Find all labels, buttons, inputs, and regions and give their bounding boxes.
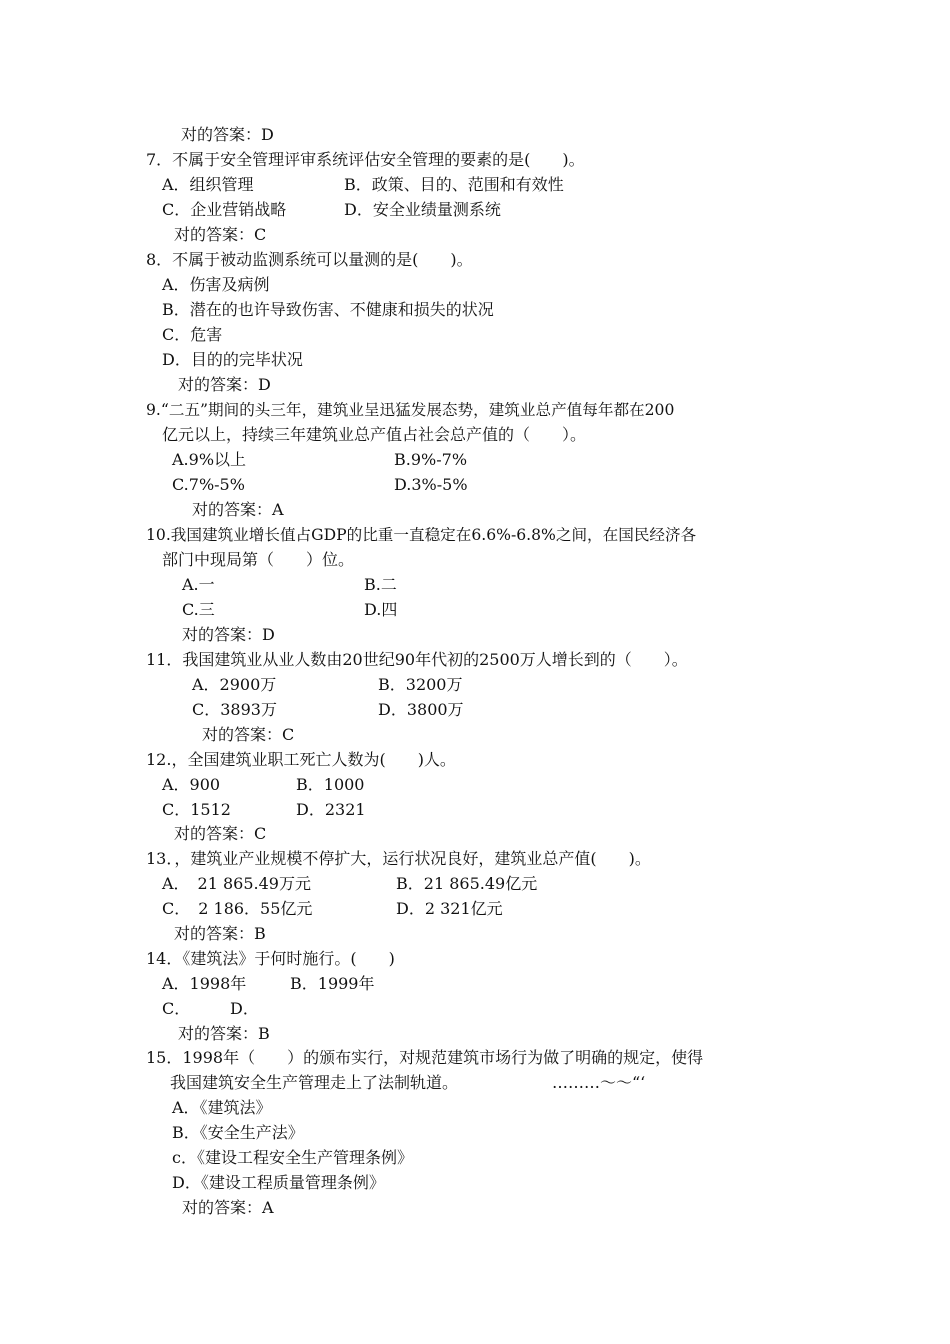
option-text: B．潜在的也许导致伤害、不健康和损失的状况 [162,300,494,319]
question-text: 7．不属于安全管理评审系统评估安全管理的要素的是( )。 [146,150,585,169]
option-text: D．《建设工程质量管理条例》 [172,1173,385,1192]
option-text: D．2 321亿元 [396,899,503,918]
option-text: D.四 [364,600,398,619]
option-text: A．《建筑法》 [172,1098,272,1117]
option-text: A.一 [182,575,215,594]
option-text: D． [230,999,259,1018]
option-text: B.二 [364,575,397,594]
question-text: 8．不属于被动监测系统可以量测的是( )。 [146,250,473,269]
option-text: A．2900万 [192,675,277,694]
option-text: D．2321 [296,800,366,819]
answer-text: 对的答案：D [178,375,271,394]
question-text: 亿元以上，持续三年建筑业总产值占社会总产值的（ ）。 [162,425,587,444]
question-text: 13．，建筑业产业规模不停扩大，运行状况良好，建筑业总产值( )。 [146,849,651,868]
answer-text: 对的答案：C [174,225,267,244]
option-text: D．安全业绩量测系统 [344,200,501,219]
option-text: B．1000 [296,775,365,794]
option-text: D.3%-5% [394,475,468,494]
option-text: D．3800万 [378,700,464,719]
option-text: C．企业营销战略 [162,200,287,219]
answer-text: 对的答案：B [178,1024,270,1043]
answer-text: 对的答案：B [174,924,266,943]
option-text: C．3893万 [192,700,277,719]
option-text: C．危害 [162,325,223,344]
option-text: C． [162,999,191,1018]
question-text: 11．我国建筑业从业人数由20世纪90年代初的2500万人增长到的（ ）。 [146,650,688,669]
option-text: A.9%以上 [172,450,247,469]
question-text: 9.“二五”期间的头三年，建筑业呈迅猛发展态势，建筑业总产值每年都在200 [146,401,675,419]
option-text: A．伤害及病例 [162,275,270,294]
option-text: B．3200万 [378,675,463,694]
option-text: A．1998年 [162,974,247,993]
option-text: A．900 [162,775,221,794]
option-text: B.9%-7% [394,450,468,469]
answer-text: 对的答案：C [174,824,267,843]
option-text: C.7%-5% [172,475,245,494]
answer-text: 对的答案：A [182,1198,274,1217]
answer-text: 对的答案：D [182,625,275,644]
option-text: B．《安全生产法》 [172,1123,304,1142]
question-text: 12.，全国建筑业职工死亡人数为( )人。 [146,750,456,769]
option-text: C． 2 186．55亿元 [162,899,313,918]
option-text: A． 21 865.49万元 [162,874,311,893]
option-text: D．目的的完毕状况 [162,350,303,369]
question-text: 15．1998年（ ）的颁布实行，对规范建筑市场行为做了明确的规定，使得 [146,1048,704,1067]
option-text: c．《建设工程安全生产管理条例》 [172,1148,413,1167]
option-text: C．1512 [162,800,231,819]
answer-text: 对的答案：C [202,725,295,744]
option-text: C.三 [182,600,215,619]
question-text: 部门中现局第（ ）位。 [162,550,355,569]
option-text: A．组织管理 [162,175,254,194]
stray-marks-text: ………～～“‘ [552,1073,646,1092]
answer-text: 对的答案：D [181,125,274,144]
question-text: 10.我国建筑业增长值占GDP的比重一直稳定在6.6%-6.8%之间，在国民经济各 [146,526,697,544]
question-text: 我国建筑安全生产管理走上了法制轨道。 [170,1073,459,1092]
answer-text: 对的答案：A [192,500,284,519]
question-text: 14．《建筑法》于何时施行。( ) [146,949,395,968]
option-text: B．1999年 [290,974,375,993]
option-text: B．21 865.49亿元 [396,874,538,893]
option-text: B．政策、目的、范围和有效性 [344,175,564,194]
